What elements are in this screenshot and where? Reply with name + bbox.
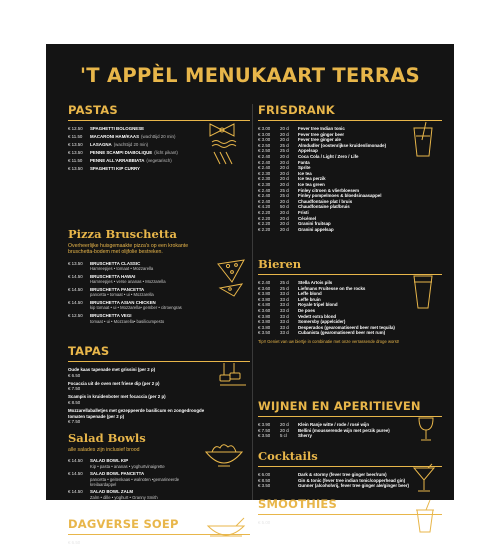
bieren-section: [258, 258, 442, 344]
item-name: Passievrucht, banaan: [298, 525, 344, 531]
list-item: Oude kaas tapenade met grissini (per 2 p): [68, 367, 156, 372]
item-volume: 33 cl: [280, 324, 290, 330]
item-volume: 33 cl: [280, 319, 290, 325]
item-name: De poes: [298, 307, 316, 313]
item-name: Appelsap: [298, 148, 318, 154]
item-price: € 3.80: [258, 324, 271, 330]
item-price: € 3.00: [258, 137, 271, 143]
item-volume: 20 cl: [280, 427, 290, 433]
list-item: [258, 227, 442, 233]
salad-heading: Salad Bowls: [68, 431, 146, 445]
item-volume: 5 cl: [280, 433, 287, 439]
smoothies-section: [258, 498, 442, 531]
item-name: Granini fruitsap: [298, 221, 331, 227]
list-item: € 14.50 BRUSCHETTA HAWAI Hamreepjes • verse ananas • Mozzarella: [68, 273, 166, 285]
item-volume: 50 cl: [280, 204, 290, 210]
item-price: € 2.30: [258, 176, 271, 182]
item-volume: 25 cl: [280, 280, 290, 285]
frisdrank-heading: FRISDRANK: [258, 103, 335, 117]
salad-bowl-icon: [204, 440, 244, 470]
item-volume: 33 cl: [280, 296, 290, 302]
item-name: Sherry: [298, 433, 312, 439]
list-item: € 14.50 SALAD BOWL KIP Kip • pasta • ananas • yoghurtvinaigrette: [68, 458, 165, 469]
pastas-heading: PASTAS: [68, 103, 118, 117]
soda-glass-icon: [408, 120, 438, 160]
item-name: Vedett extra blond: [298, 313, 337, 319]
item-price: € 2.40: [258, 198, 271, 204]
item-name: Somersby (appelcider): [298, 319, 346, 325]
item-volume: 20 cl: [280, 221, 290, 227]
column-divider: [252, 104, 253, 500]
item-price: € 2.30: [258, 181, 271, 187]
pastas-section: [68, 104, 250, 172]
item-price: € 3.00: [258, 126, 271, 131]
pizza-slice-icon: [216, 258, 246, 298]
wine-glass-icon: [416, 416, 436, 442]
tapas-section: [68, 345, 250, 425]
item-volume: 33 cl: [280, 313, 290, 319]
list-item: [258, 330, 442, 336]
item-volume: 20 cl: [280, 209, 290, 215]
item-name: Finley citroen & vlierbloesem: [298, 187, 360, 193]
item-name: Liefmans Fruitesse on the rocks: [298, 285, 366, 291]
item-price: € 6.50: [68, 372, 81, 378]
list-item: € 14.50 BRUSCHETTA PANCETTA pancetta • tomaat • ui • Mozzarella: [68, 286, 154, 298]
item-price: € 5.00: [258, 520, 271, 525]
item-price: € 6.00: [258, 472, 271, 477]
bieren-heading: Bieren: [258, 257, 302, 271]
item-volume: 33 cl: [280, 307, 290, 313]
item-name: Almdudler (oostenrijkse kruidenlimonade): [298, 142, 387, 148]
item-price: € 2.40: [258, 159, 271, 165]
item-name: Ice tea perzik: [298, 176, 326, 182]
item-price: € 2.40: [258, 280, 271, 285]
list-item: € 11.50 MACARONI HAM/KAAS (wachttijd 20 min): [68, 134, 176, 140]
item-price: € 3.60: [258, 307, 271, 313]
menu-card: [46, 44, 454, 545]
item-name: Fanta: [298, 159, 310, 165]
item-price: € 2.20: [258, 209, 271, 215]
list-item: € 13.50 SPAGHETTI KIP CURRY: [68, 166, 140, 172]
item-volume: 20 cl: [280, 153, 290, 159]
wijnen-list: [258, 422, 442, 439]
list-item: € 11.50 PENNE ALL'ARRABBIATA (vegetarisch): [68, 158, 172, 164]
list-item: € 13.50 BRUSCHETTA CLASSIC Hamreepjes • tomaat • Mozzarella: [68, 260, 154, 272]
item-price: € 2.40: [258, 187, 271, 193]
bruschetta-subtitle-1: Overheerlijke huisgemaakte pizza's op een krokante: [68, 243, 189, 249]
item-price: € 4.80: [258, 302, 271, 308]
item-volume: 25 cl: [280, 148, 290, 154]
list-item: € 13.50 LASAGNA (wachttijd 20 min): [68, 142, 149, 148]
item-price: € 7.50: [68, 386, 81, 392]
item-volume: 33 cl: [280, 302, 290, 308]
item-name: Cubanista (gearomatiseerd beer met rum): [298, 330, 386, 336]
beer-glass-icon: [410, 272, 436, 310]
item-price: € 3.80: [258, 319, 271, 325]
item-price: € 3.50: [258, 433, 271, 439]
item-price: € 2.50: [258, 148, 271, 154]
item-name: Gin & tonic (fever tree indian tonic/copperhead gin): [298, 477, 406, 483]
item-name: Klein Ranje witte / rode / rosé wijn: [298, 422, 369, 427]
list-item: tomaten tapenade (per 2 p): [68, 413, 125, 419]
tapas-heading: TAPAS: [68, 344, 110, 358]
wijnen-heading: WIJNEN EN APERITIEVEN: [258, 399, 421, 413]
item-price: € 2.40: [258, 153, 271, 159]
list-item: € 14.50 BRUSCHETTA ASIAN CHICKEN kip tomaat • ui • Mozzarella• gember • citroengras: [68, 299, 182, 311]
bruschetta-subtitle-2: bruschetta-bodem met olijfolie bestreken.: [68, 249, 163, 256]
list-item: € 12.50 SPAGHETTI BOLOGNESE: [68, 126, 145, 131]
item-name: Dark & stormy (fever tree ginger beer/rum): [298, 472, 387, 477]
item-name: Leffe bruin: [298, 296, 321, 302]
item-name: Ice tea green: [298, 181, 325, 187]
list-item: Scampis in kruidenboter met focaccia (per 2 p): [68, 394, 166, 400]
tapas-skewer-icon: [218, 361, 248, 391]
list-item: € 12.50 BRUSCHETTA VEGI tomaat • ui • Mozzarella• basilicumpesto: [68, 312, 165, 324]
item-volume: 20 cl: [280, 170, 290, 176]
item-price: € 2.40: [258, 193, 271, 199]
item-volume: 25 cl: [280, 193, 290, 199]
list-item: € 6.50 Kom soep met focaccia uit de oven: [68, 540, 164, 545]
item-volume: 20 cl: [280, 159, 290, 165]
cocktail-glass-icon: [412, 464, 436, 494]
item-name: Desperados (gearomatiseerd beer met tequila): [298, 324, 395, 330]
item-price: € 3.80: [258, 291, 271, 297]
item-price: € 8.50: [68, 399, 81, 405]
item-name: Gunner (alcoholvrij, fever tree ginger ale/ginger beer): [298, 483, 410, 489]
item-volume: 20 cl: [280, 181, 290, 187]
item-price: € 3.60: [258, 285, 271, 291]
item-name: Finley pompelmoes & bloedsinaasappel: [298, 193, 382, 199]
item-price: € 2.20: [258, 226, 271, 232]
item-name: Leffe blond: [298, 291, 322, 297]
item-price: € 3.90: [258, 422, 271, 427]
item-volume: [280, 483, 298, 489]
item-volume: [280, 526, 298, 532]
item-price: € 7.50: [258, 427, 271, 433]
smoothie-cup-icon: [414, 500, 436, 534]
item-price: € 3.50: [258, 483, 271, 489]
list-item: € 14.50 SALAD BOWL ZALM Zalm • dille • yoghurt • Granny Smith: [68, 489, 158, 501]
item-name: Fristi: [298, 209, 309, 215]
list-item: Mozzarellaballetjes met gezeppeerde basilicum en zongedroogde: [68, 408, 205, 414]
item-volume: 33 cl: [280, 291, 290, 297]
list-item: [258, 433, 442, 439]
item-name: Bellini (mousserende wijn met perzik puree): [298, 427, 390, 433]
item-price: € 2.50: [258, 142, 271, 148]
item-volume: 20 cl: [280, 198, 290, 204]
item-name: Royale tripel blond: [298, 302, 338, 308]
item-price: € 2.40: [258, 165, 271, 171]
item-name: Fever tree Indian tonic: [298, 126, 345, 131]
item-name: Fever tree ginger ale: [298, 137, 341, 143]
salad-subtitle: alle salades zijn inclusief brood: [68, 447, 140, 453]
item-price: € 2.30: [258, 170, 271, 176]
item-price: € 7.50: [68, 419, 81, 425]
item-volume: 25 cl: [280, 142, 290, 148]
item-volume: 20 cl: [280, 215, 290, 221]
cocktails-heading: Cocktails: [258, 449, 318, 463]
item-name: Cécémel: [298, 215, 317, 221]
item-volume: 20 cl: [280, 126, 290, 131]
item-name: Ice tea: [298, 170, 312, 176]
item-volume: 20 cl: [280, 226, 290, 232]
item-price: € 4.20: [258, 204, 271, 210]
item-price: € 3.00: [258, 131, 271, 137]
wijnen-rule: [258, 416, 442, 417]
bruschetta-heading: Pizza Bruschetta: [68, 227, 177, 241]
cocktails-section: [258, 450, 442, 489]
item-price: € 2.20: [258, 221, 271, 227]
list-item: € 14.50 SALAD BOWL PANCETTA pancetta • geitenkaas • walnoten •gemarineerde kreilaardappel: [68, 471, 180, 487]
item-name: Chaudfontaine plat / bruis: [298, 198, 353, 204]
item-price: € 8.50: [258, 477, 271, 483]
item-name: Stella Artois pils: [298, 280, 333, 285]
soup-bowl-icon: [206, 516, 246, 540]
smoothies-heading: SMOOTHIES: [258, 497, 337, 511]
bieren-note: Tip!! Geniet van uw biertje in combinatie met onze verrassende droge worst!: [258, 338, 400, 344]
soup-list: [68, 540, 250, 546]
list-item: € 13.50 PENNE SCAMPI DIABOLIQUE (licht pikant): [68, 150, 178, 156]
wijnen-section: [258, 400, 442, 439]
item-price: [258, 526, 280, 532]
item-volume: 20 cl: [280, 176, 290, 182]
item-volume: 20 cl: [280, 137, 290, 143]
salad-section: [68, 432, 250, 500]
item-name: Coca Cola / Light / Zero / Life: [298, 153, 359, 159]
bruschetta-section: [68, 228, 250, 324]
soup-heading: DAGVERSE SOEP: [68, 517, 179, 531]
item-name: Fever tree ginger beer: [298, 131, 345, 137]
item-price: € 3.80: [258, 296, 271, 302]
item-volume: 33 cl: [280, 330, 290, 336]
item-price: € 2.20: [258, 215, 271, 221]
item-volume: 20 cl: [280, 165, 290, 171]
item-name: Tropical aardbei, Ananas cocos,: [298, 520, 365, 525]
item-volume: 20 cl: [280, 131, 290, 137]
frisdrank-section: [258, 104, 442, 232]
menu-title: 'T APPÈL MENUKAART TERRAS: [80, 64, 420, 87]
item-name: Chaudfontaine plat/bruis: [298, 204, 350, 210]
item-name: Sprite: [298, 165, 311, 171]
item-volume: 20 cl: [280, 422, 290, 427]
item-volume: 25 cl: [280, 285, 290, 291]
item-name: Granini appelsap: [298, 226, 334, 232]
item-volume: 25 cl: [280, 187, 290, 193]
list-item: Focaccia uit de oven met friese dip (per 2 p): [68, 380, 160, 386]
item-price: € 3.50: [258, 330, 271, 336]
soup-section: [68, 518, 250, 546]
item-price: € 3.80: [258, 313, 271, 319]
pasta-bowtie-icon: [206, 120, 242, 166]
